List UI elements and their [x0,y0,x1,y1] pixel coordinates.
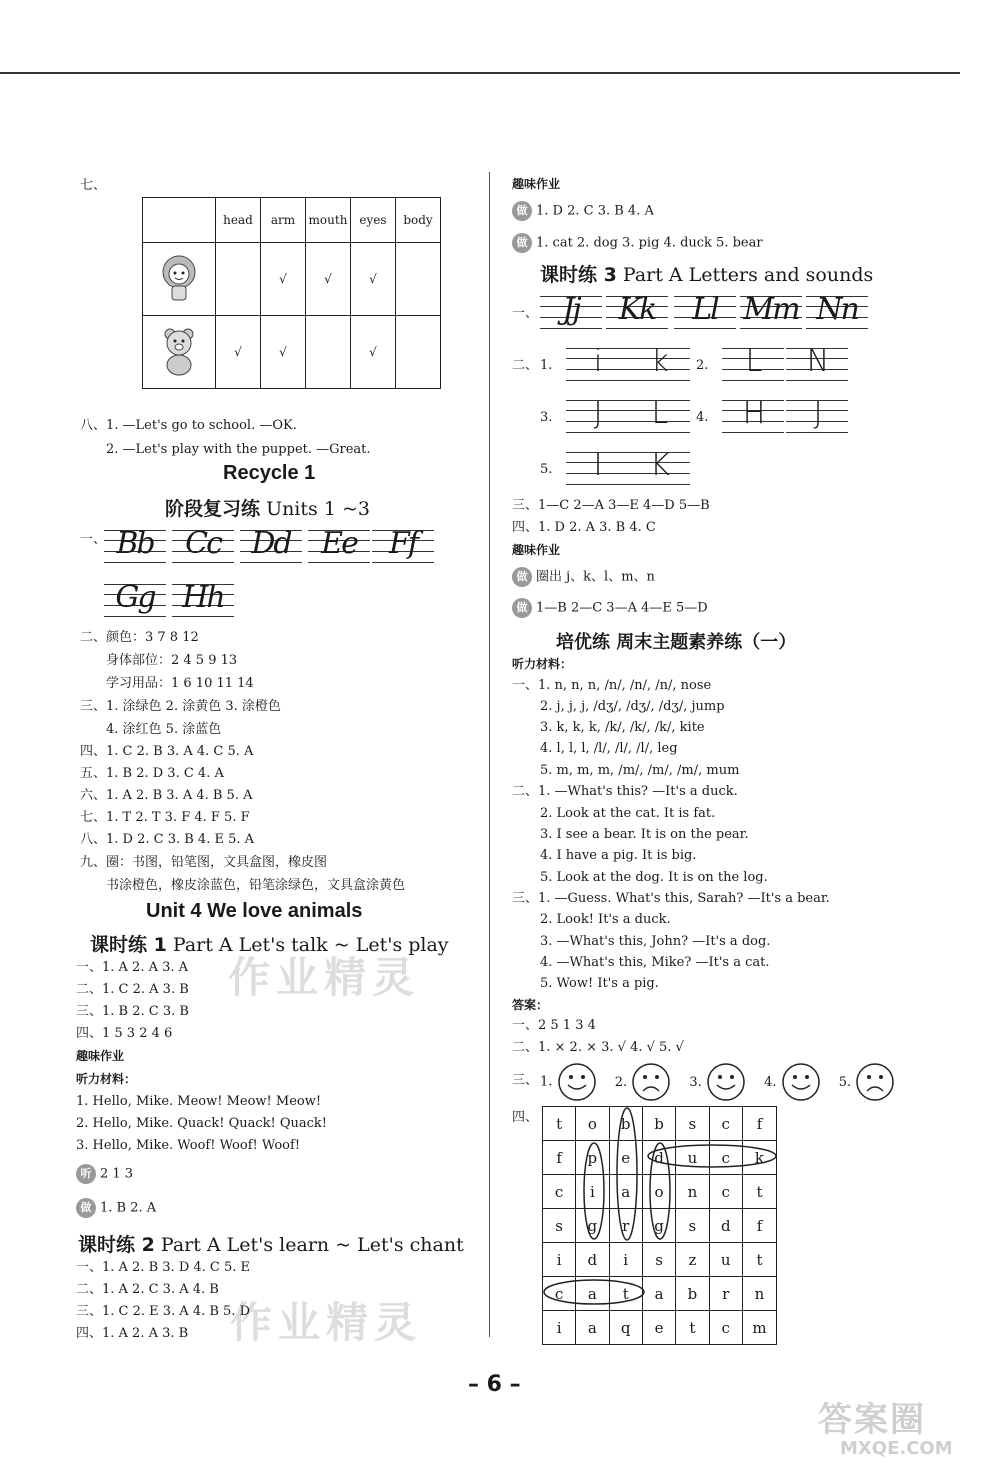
lesson1-listen-1: 1. Hello, Mike. Meow! Meow! Meow! [76,1094,322,1109]
grid-cell: c [709,1311,742,1345]
face-number: 4. [764,1074,777,1090]
recycle-title: Recycle 1 [223,462,316,484]
q7-header-mouth: mouth [306,198,351,243]
q7-cell [216,243,261,316]
q8-label: 八、 [80,418,107,433]
q7-header-head: head [216,198,261,243]
recycle-subtitle-en: Units 1 ~3 [266,498,370,520]
q7-header-body: body [396,198,441,243]
grid-cell: z [676,1243,709,1277]
lesson3-s2-n4: 4. [696,410,709,425]
lesson3-s2-n5: 5. [540,462,553,477]
handwritten-letter: L [651,396,667,431]
lesson1-zuo-answer: 1. B 2. A [100,1200,157,1216]
lesson3-s2-n2: 2. [696,358,709,373]
handwritten-letter: Ll [692,292,718,327]
lesson3-s2-n3: 3. [540,410,553,425]
handwriting-box [628,394,690,438]
grid-cell: g [576,1209,609,1243]
grid-cell: s [642,1243,675,1277]
recycle-subtitle [165,494,370,521]
sad-face-icon [855,1062,895,1102]
happy-face-icon [706,1062,746,1102]
q7-cell [396,316,441,389]
grid-cell: c [543,1175,576,1209]
weekend-s2-3: 3. I see a bear. It is on the pear. [540,827,749,842]
grid-cell: a [609,1175,642,1209]
lesson1-listen-label: 听力材料： [76,1072,137,1086]
weekend-s2-5: 5. Look at the dog. It is on the log. [540,870,768,885]
grid-cell: i [609,1243,642,1277]
recycle-s5: 五、1. B 2. D 3. C 4. A [80,766,224,781]
weekend-s2-2: 2. Look at the cat. It is fat. [540,806,716,821]
q7-cell: √ [261,243,306,316]
q7-cell: √ [216,316,261,389]
corner-site-watermark: MXQE.COM [840,1438,953,1459]
grid-cell: k [742,1141,776,1175]
grid-cell: r [609,1209,642,1243]
grid-cell: n [742,1277,776,1311]
q8-line-2: 2. —Let's play with the puppet. —Great. [106,442,371,457]
do-badge-icon: 做 [512,233,532,253]
handwriting-box [740,290,802,334]
lesson2-title [78,1230,464,1257]
happy-face-icon [557,1062,597,1102]
grid-cell: m [742,1311,776,1345]
lesson2-line-1: 一、1. A 2. B 3. D 4. C 5. E [76,1260,251,1275]
handwritten-letter: J [593,396,601,431]
weekend-s3-2: 2. Look! It's a duck. [540,912,671,927]
lesson1-listen-2: 2. Hello, Mike. Quack! Quack! Quack! [76,1116,328,1131]
lesson1-ting-answer: 2 1 3 [100,1166,134,1182]
q7-cell: √ [351,243,396,316]
q7-header-eyes: eyes [351,198,396,243]
lesson3-s2-n1: 1. [540,358,553,373]
handwriting-box [104,578,166,622]
grid-cell: a [576,1277,609,1311]
recycle-s3-1: 三、1. 涂绿色 2. 涂黄色 3. 涂橙色 [80,699,281,714]
grid-cell: f [742,1209,776,1243]
handwriting-box [606,290,668,334]
grid-cell: f [742,1107,776,1141]
grid-cell: o [642,1175,675,1209]
lesson1-line-3: 三、1. B 2. C 3. B [76,1004,189,1019]
grid-cell: c [709,1107,742,1141]
handwritten-letter: K [650,448,668,483]
grid-cell: r [709,1277,742,1311]
girl-icon [143,243,216,316]
unit4-title: Unit 4 We love animals [146,900,363,922]
grid-cell: e [642,1311,675,1345]
lesson1-zuo-row [76,1198,156,1218]
grid-cell: d [642,1141,675,1175]
weekend-s3-3: 3. —What's this, John? —It's a dog. [540,934,771,949]
handwritten-letter: I [593,448,601,483]
q7-cell: √ [351,316,396,389]
grid-cell: a [576,1311,609,1345]
do-badge-icon: 做 [512,201,532,221]
weekend-title: 培优练 周末主题素养练（一） [556,632,797,653]
lesson3-zuo2-row [512,598,708,618]
grid-cell: t [742,1175,776,1209]
q7-label: 七、 [80,178,107,193]
lesson3-s2-label: 二、 [512,358,539,373]
handwritten-letter: Hh [182,580,224,615]
grid-cell: p [576,1141,609,1175]
faces-row [540,1062,895,1102]
lesson1-ting-row [76,1164,133,1184]
lesson1-line-2: 二、1. C 2. A 3. B [76,982,189,997]
handwriting-box [540,290,602,334]
handwritten-letter: Gg [115,580,155,615]
q7-cell: √ [261,316,306,389]
handwritten-letter: Jj [562,292,580,327]
lesson3-fun-label: 趣味作业 [512,543,561,557]
grid-cell: c [709,1175,742,1209]
lesson2-title-en: Part A Let's learn ~ Let's chant [160,1234,464,1256]
column-divider [489,172,490,1337]
listen-badge-icon: 听 [76,1164,96,1184]
grid-cell: a [642,1277,675,1311]
grid-cell: g [642,1209,675,1243]
grid-cell: t [609,1277,642,1311]
handwritten-letter: Ff [389,526,417,561]
face-number: 3. [689,1074,702,1090]
grid-cell: f [543,1141,576,1175]
handwriting-box [372,524,434,568]
grid-cell: u [709,1243,742,1277]
weekend-s3-5: 5. Wow! It's a pig. [540,976,659,991]
weekend-s1-4: 4. l, l, l, /l/, /l/, /l/, leg [540,741,678,756]
q7-header-arm: arm [261,198,306,243]
handwritten-letter: H [742,396,764,431]
lesson3-s4: 四、1. D 2. A 3. B 4. C [512,520,656,535]
lesson3-s1-label: 一、 [512,306,539,321]
lesson1-line-4: 四、1 5 3 2 4 6 [76,1026,173,1041]
watermark-text: 作业精灵 [228,953,421,1002]
grid-cell: d [576,1243,609,1277]
weekend-s2-4: 4. I have a pig. It is big. [540,848,697,863]
weekend-a3-label: 三、 [512,1073,539,1088]
handwritten-letter: k [651,344,667,379]
handwritten-letter: J [813,396,821,431]
grid-cell: d [709,1209,742,1243]
handwriting-box [786,394,848,438]
q8-line-1: 1. —Let's go to school. —OK. [106,418,297,433]
recycle-s9-2: 书涂橙色，橡皮涂蓝色，铅笔涂绿色，文具盒涂黄色 [106,878,406,893]
weekend-s2-1: 二、1. —What's this? —It's a duck. [512,784,738,799]
handwriting-box [104,524,166,568]
lesson2-line-4: 四、1. A 2. A 3. B [76,1326,189,1341]
q7-cell [396,243,441,316]
grid-cell: o [576,1107,609,1141]
recycle-s2-1: 二、颜色：3 7 8 12 [80,630,199,645]
weekend-s3-4: 4. —What's this, Mike? —It's a cat. [540,955,770,970]
grid-cell: b [676,1277,709,1311]
weekend-s1-2: 2. j, j, j, /dʒ/, /dʒ/, /dʒ/, jump [540,699,725,714]
sad-face-icon [631,1062,671,1102]
lesson3-zuo1-row [512,567,655,587]
right-fun-label: 趣味作业 [512,177,561,191]
handwritten-letter: Nn [816,292,858,327]
grid-cell: i [543,1311,576,1345]
lesson2-title-cn: 课时练 2 [78,1234,155,1256]
lesson3-zuo2-answer: 1—B 2—C 3—A 4—E 5—D [536,600,708,616]
grid-cell: u [676,1141,709,1175]
grid-cell: s [676,1209,709,1243]
lesson1-line-1: 一、1. A 2. A 3. A [76,960,189,975]
recycle-s7: 七、1. T 2. T 3. F 4. F 5. F [80,810,250,825]
word-search-grid [542,1106,777,1345]
recycle-s2-3: 学习用品：1 6 10 11 14 [106,676,254,691]
handwritten-letter: Bb [116,526,154,561]
handwritten-letter: Ee [321,526,357,561]
lesson3-zuo1-answer: 圈出 j、k、l、m、n [536,569,655,585]
weekend-s1-1: 一、1. n, n, n, /n/, /n/, /n/, nose [512,678,712,693]
recycle-s3-2: 4. 涂红色 5. 涂蓝色 [106,722,222,737]
lesson1-title-cn: 课时练 1 [90,934,167,956]
do-badge-icon: 做 [512,598,532,618]
handwriting-box [566,446,628,490]
recycle-s9-1: 九、圈：书图，铅笔图，文具盒图，橡皮图 [80,855,328,870]
corner-watermark: 答案圈 [818,1400,926,1440]
lesson3-title-cn: 课时练 3 [540,264,617,286]
do-badge-icon: 做 [512,567,532,587]
page-number: – 6 – [468,1372,521,1397]
grid-cell: i [543,1243,576,1277]
recycle-s4: 四、1. C 2. B 3. A 4. C 5. A [80,744,254,759]
recycle-s8: 八、1. D 2. C 3. B 4. E 5. A [80,832,255,847]
handwriting-box [628,342,690,386]
grid-cell: c [543,1277,576,1311]
lesson1-title [90,930,449,957]
weekend-a4-label: 四、 [512,1110,539,1125]
grid-cell: s [543,1209,576,1243]
handwriting-box [722,342,784,386]
handwritten-letter: i [593,344,601,379]
lesson2-line-3: 三、1. C 2. E 3. A 4. B 5. D [76,1304,251,1319]
recycle-s2-2: 身体部位：2 4 5 9 13 [106,653,238,668]
right-zuo1-row [512,201,654,221]
handwriting-box [628,446,690,490]
lesson1-fun-label: 趣味作业 [76,1049,125,1063]
weekend-s1-5: 5. m, m, m, /m/, /m/, /m/, mum [540,763,740,778]
weekend-a1: 一、2 5 1 3 4 [512,1018,596,1033]
lesson3-title [540,260,873,287]
right-zuo2-answer: 1. cat 2. dog 3. pig 4. duck 5. bear [536,235,763,251]
handwriting-box [786,342,848,386]
recycle-s6: 六、1. A 2. B 3. A 4. B 5. A [80,788,253,803]
grid-cell: s [676,1107,709,1141]
handwritten-letter: L [745,344,761,379]
q7-cell: √ [306,243,351,316]
handwriting-box [172,524,234,568]
grid-cell: q [609,1311,642,1345]
word-search [542,1106,777,1342]
grid-cell: b [642,1107,675,1141]
right-zuo1-answer: 1. D 2. C 3. B 4. A [536,203,654,219]
grid-cell: t [742,1243,776,1277]
face-number: 1. [540,1074,553,1090]
face-number: 5. [838,1074,852,1090]
handwriting-box [172,578,234,622]
handwriting-box [806,290,868,334]
weekend-s3-1: 三、1. —Guess. What's this, Sarah? —It's a bear. [512,891,830,906]
recycle-s1-label: 一、 [80,532,107,547]
handwriting-box [674,290,736,334]
bear-icon [143,316,216,389]
handwriting-box [722,394,784,438]
handwriting-box [566,394,628,438]
weekend-a2: 二、1. × 2. × 3. √ 4. √ 5. √ [512,1040,684,1055]
q7-table [142,197,441,389]
grid-cell: c [709,1141,742,1175]
top-rule [0,72,960,74]
handwriting-box [566,342,628,386]
lesson1-listen-3: 3. Hello, Mike. Woof! Woof! Woof! [76,1138,301,1153]
weekend-listen-label: 听力材料： [512,657,573,671]
watermark-text-2: 作业精灵 [230,1298,423,1347]
right-zuo2-row [512,233,763,253]
face-number: 2. [614,1074,628,1090]
grid-cell: t [543,1107,576,1141]
grid-cell: b [609,1107,642,1141]
recycle-subtitle-cn: 阶段复习练 [165,498,261,520]
handwritten-letter: N [806,344,828,379]
weekend-answer-label: 答案： [512,998,549,1012]
q7-corner-cell [143,198,216,243]
lesson2-line-2: 二、1. A 2. C 3. A 4. B [76,1282,219,1297]
lesson1-title-en: Part A Let's talk ~ Let's play [172,934,449,956]
handwriting-box [308,524,370,568]
handwritten-letter: Cc [185,526,221,561]
grid-cell: n [676,1175,709,1209]
happy-face-icon [781,1062,821,1102]
grid-cell: e [609,1141,642,1175]
handwritten-letter: Kk [618,292,656,327]
q7-cell [306,316,351,389]
grid-cell: t [676,1311,709,1345]
grid-cell: i [576,1175,609,1209]
lesson3-s3: 三、1—C 2—A 3—E 4—D 5—B [512,498,710,513]
handwriting-box [240,524,302,568]
handwritten-letter: Mm [743,292,799,327]
handwritten-letter: Dd [251,526,291,561]
do-badge-icon: 做 [76,1198,96,1218]
weekend-s1-3: 3. k, k, k, /k/, /k/, /k/, kite [540,720,705,735]
lesson3-title-en: Part A Letters and sounds [622,264,874,286]
